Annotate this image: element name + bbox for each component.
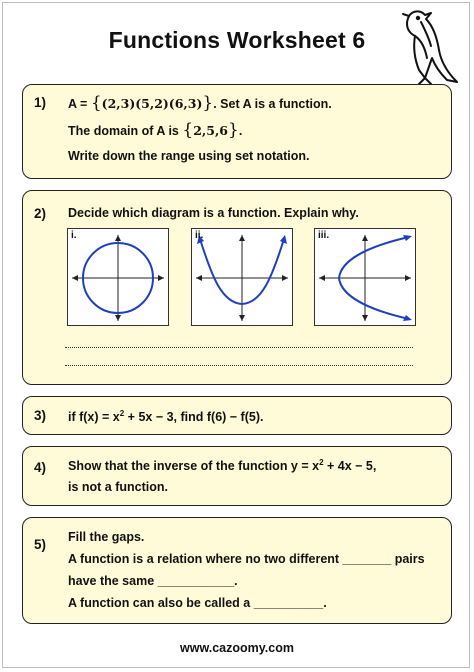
question-5-line-4: A function can also be called a __________.	[68, 596, 327, 610]
owl-logo-icon	[385, 4, 469, 90]
graph-iii-label: iii.	[318, 230, 330, 241]
graph-i-label: i.	[71, 230, 77, 241]
question-2-text: Decide which diagram is a function. Explain why.	[68, 206, 359, 220]
circle-graph	[68, 229, 168, 325]
footer-website: www.cazoomy.com	[180, 641, 294, 655]
question-5-box	[22, 517, 452, 624]
question-4-text-start: Show that the inverse of the function y = x	[68, 459, 320, 474]
question-5-line-2: A function is a relation where no two different _______ pairs	[68, 552, 425, 566]
open-brace-icon: {	[182, 120, 194, 140]
question-4-text-end: + 4x − 5,	[323, 459, 377, 474]
close-brace-icon: }	[228, 120, 239, 140]
graph-ii	[191, 228, 293, 326]
domain-suffix: .	[238, 124, 243, 138]
question-2-number: 2)	[34, 206, 47, 221]
question-3-text-end: + 5x − 3, find f(6) − f(5).	[124, 410, 264, 425]
graph-iii	[314, 228, 416, 326]
question-4-line-1	[68, 458, 376, 473]
u-curve-graph	[192, 229, 292, 325]
set-a-suffix: . Set A is a function.	[213, 97, 332, 111]
page-title: Functions Worksheet 6	[108, 27, 366, 53]
question-1-number: 1)	[34, 95, 47, 110]
question-1-box	[22, 84, 452, 179]
question-3-exponent: 2	[119, 409, 125, 418]
question-3-number: 3)	[34, 408, 47, 423]
open-brace-icon: {	[90, 93, 102, 113]
set-a-elements: (2,3)(5,2)(6,3)	[101, 96, 203, 111]
question-1-line-2	[68, 120, 242, 140]
question-5-number: 5)	[34, 537, 47, 552]
question-1-line-1	[68, 93, 332, 113]
question-2-box	[22, 190, 452, 385]
graph-i	[67, 228, 169, 326]
close-brace-icon: }	[202, 93, 214, 113]
set-a-prefix: A =	[68, 97, 88, 111]
question-3-box	[22, 396, 452, 435]
question-3-text-start: if f(x) = x	[68, 410, 120, 425]
question-5-line-3: have the same ___________.	[68, 574, 238, 588]
question-4-number: 4)	[34, 460, 47, 475]
question-4-box	[22, 446, 452, 506]
answer-line-2	[65, 365, 413, 366]
domain-prefix: The domain of A is	[68, 124, 179, 138]
sideways-parabola-graph	[315, 229, 415, 325]
question-5-line-1: Fill the gaps.	[68, 530, 145, 544]
answer-line-1	[65, 347, 413, 348]
domain-elements: 2,5,6	[193, 123, 228, 138]
question-4-exponent: 2	[319, 458, 324, 467]
question-3-text	[68, 409, 263, 424]
graph-ii-label: ii.	[195, 230, 204, 241]
question-4-line-2: is not a function.	[68, 480, 168, 494]
question-1-line-3: Write down the range using set notation.	[68, 149, 310, 163]
